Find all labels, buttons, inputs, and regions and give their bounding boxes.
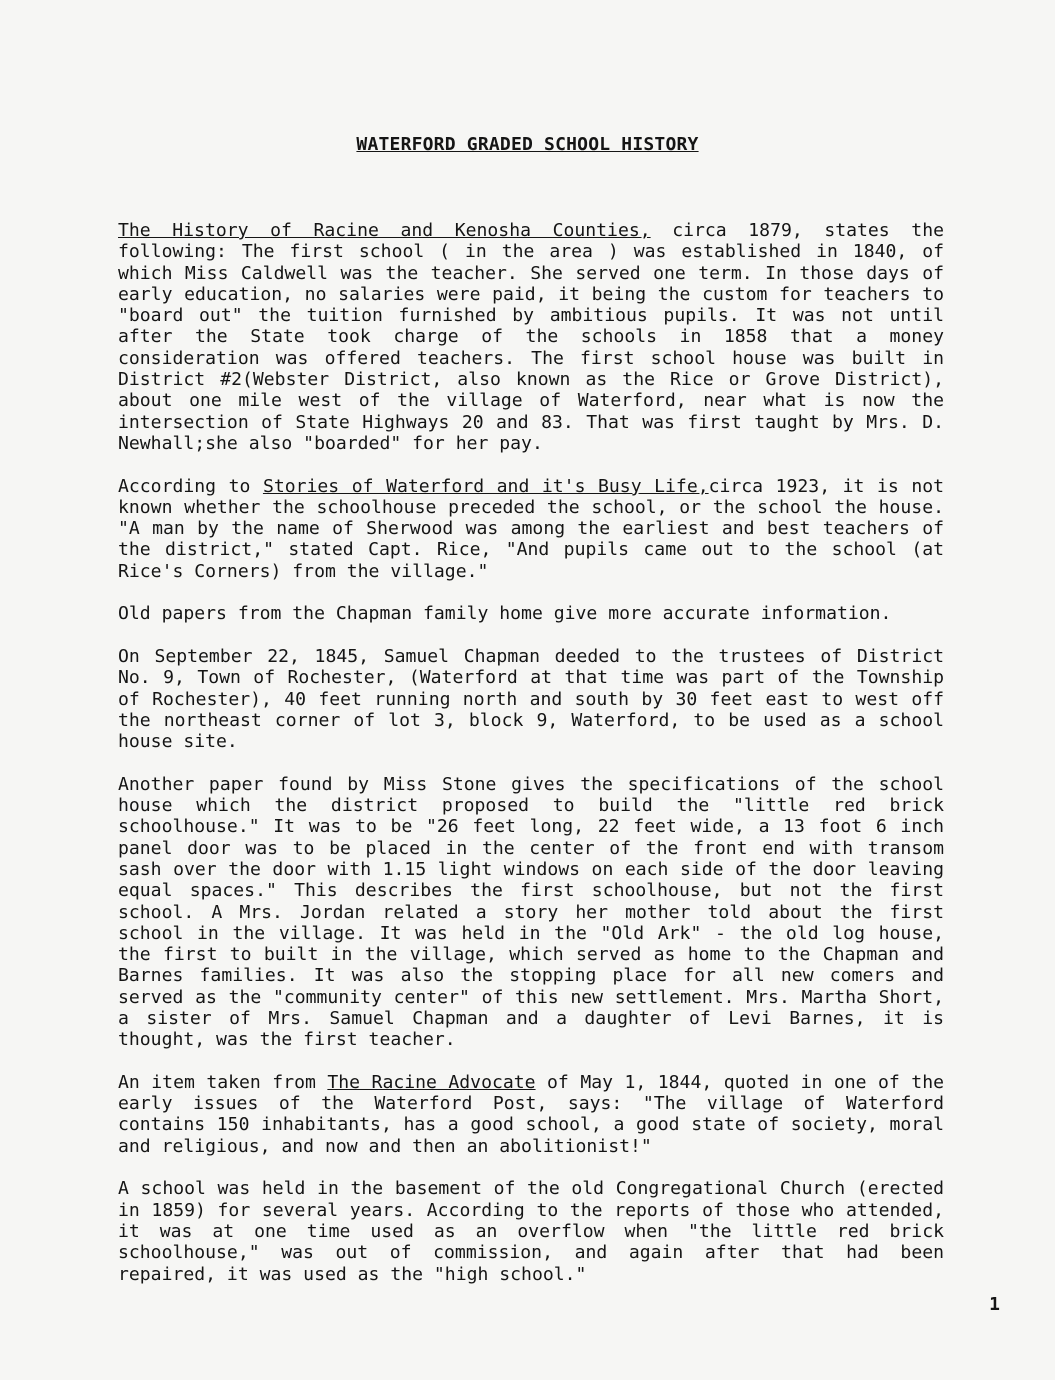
publication-title: The Racine Advocate [327,1071,536,1093]
page-number: 1 [989,1294,1000,1315]
paragraph-text: Another paper found by Miss Stone gives the specifications of the school house which the district proposed to build the "little red brick schoolhouse." It was to be "26 feet long, 22 feet wide, a 13 foot 6 inch panel door was to be placed in the center of the front end with transom sash over the door with 1.15 light windows on each side of the door leaving equal spaces." This describes the first schoolhouse, but not the first school. A Mrs. Jordan related a story her mother told about the first school in the village. It was held in the "Old Ark" - the old log house, the first to built in the village, which served as home to the Chapman and Barnes families. It was also the stopping place for all new comers and served as the "community center" of this new settlement. Mrs. Martha Short, a sister of Mrs. Samuel Chapman and a daughter of Levi Barnes, it is thought, was the first teacher. [118,773,944,1051]
document-title: WATERFORD GRADED SCHOOL HISTORY [356,134,699,155]
paragraph-1 [118,220,944,454]
book-title: The History of Racine and Kenosha Counties, [118,220,651,241]
paragraph-7 [118,1178,944,1284]
paragraph-6 [118,1072,944,1157]
document-body [118,220,944,1306]
paragraph-2 [118,476,944,582]
paragraph-text: of May 1, 1844, quoted in one of the early issues of the Waterford Post, says: "The village of Waterford contains 150 inhabitants, has a good school, a good state of society, moral and religious, and now and then an abolitionist!" [118,1071,944,1157]
paragraph-lead: An item taken from [118,1071,328,1093]
paragraph-lead: According to [118,475,263,497]
paragraph-text: circa 1923, it is not known whether the schoolhouse preceded the school, or the school the house. "A man by the name of Sherwood was among the earliest and best teachers of the district," stated Capt. Rice, "And pupils came out to the school (at Rice's Corners) from the village." [118,475,944,582]
paragraph-3 [118,603,944,624]
book-title: Stories of Waterford and it's Busy Life, [262,475,709,497]
paragraph-text: circa 1879, states the following: The first school ( in the area ) was established in 1840, of which Miss Caldwell was the teacher. She served one term. In those days of early education, no salaries were paid, it being the custom for teachers to "board out" the tuition furnished by ambitious pupils. It was not until after the State took charge of the schools in 1858 that a money consideration was offered teachers. The first school house was built in District #2(Webster District, also known as the Rice or Grove District), about one mile west of the village of Waterford, near what is now the intersection of State Highways 20 and 83. That was first taught by Mrs. D. Newhall;she also "boarded" for her pay. [118,220,944,454]
paragraph-text: Old papers from the Chapman family home give more accurate information. [118,603,892,625]
paragraph-5 [118,774,944,1051]
paragraph-text: On September 22, 1845, Samuel Chapman deeded to the trustees of District No. 9, Town of Rochester, (Waterford at that time was part of the Township of Rochester), 40 feet running north and south by 30 feet east to west off the northeast corner of lot 3, block 9, Waterford, to be used as a school house site. [118,645,944,753]
paragraph-text: A school was held in the basement of the old Congregational Church (erected in 1859) for several years. According to the reports of those who attended, it was at one time used as an overflow when "the little red brick schoolhouse," was out of commission, and again after that had been repaired, it was used as the "high school." [118,1178,944,1285]
paragraph-4 [118,646,944,752]
